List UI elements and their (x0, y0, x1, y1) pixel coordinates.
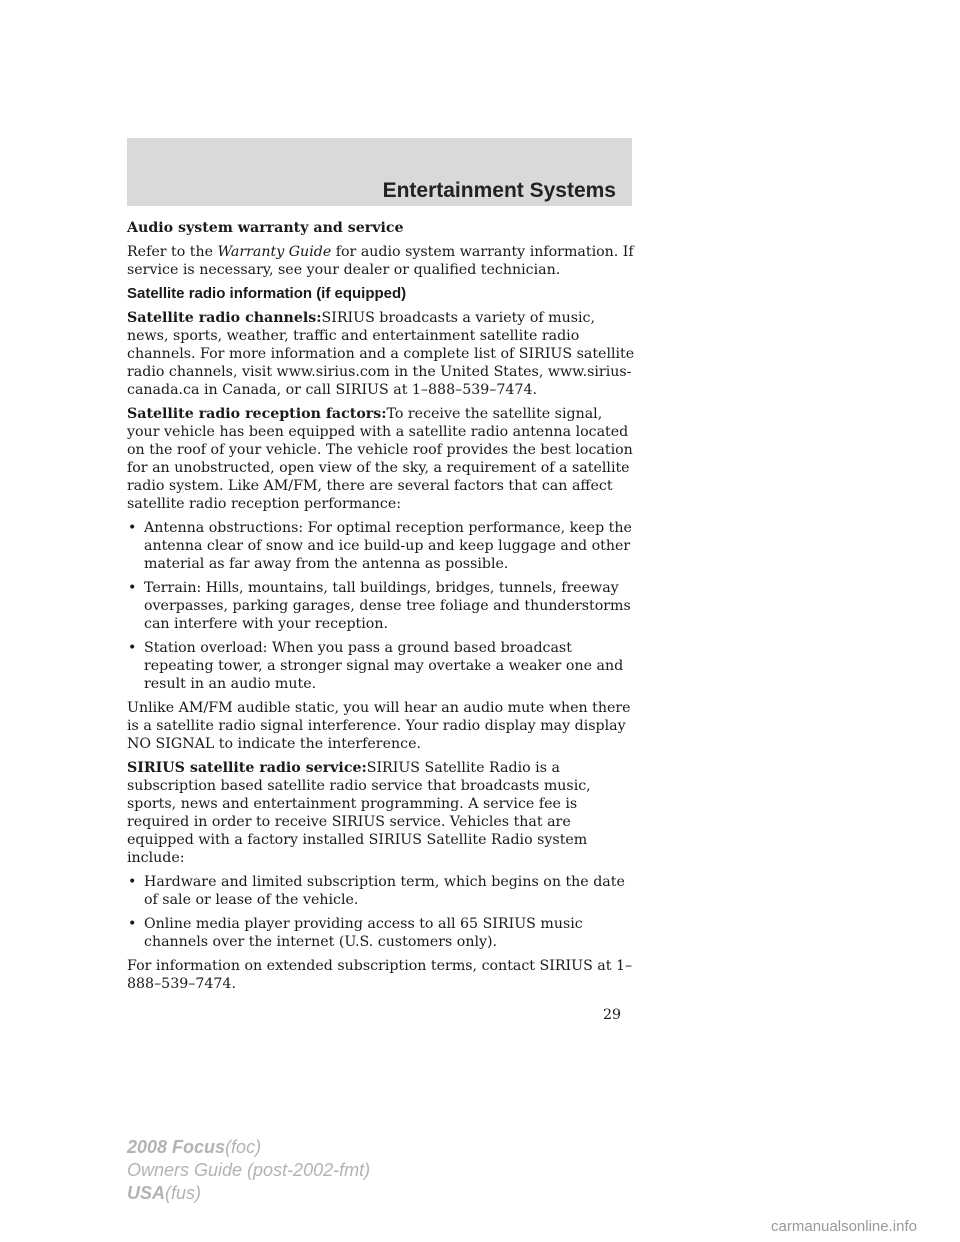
list-item (127, 519, 637, 573)
site-watermark: carmanualsonline.info (771, 1218, 917, 1235)
service-text: SIRIUS Satellite Radio is a subscription based satellite radio service that broadcasts music, sports, news and entertainment programming. A service fee is required in order to receive SIRIUS service. Vehicles that are equipped with a factory installed SIRIUS Satellite Radio system include: (127, 760, 591, 866)
bullet-icon: • (128, 916, 137, 932)
list-item (127, 579, 637, 633)
list-item-text: Station overload: When you pass a ground based broadcast repeating tower, a stronger signal may overtake a weaker one and result in an audio mute. (144, 640, 624, 692)
reception-factor-list (127, 519, 637, 693)
bullet-icon: • (128, 520, 137, 536)
reception-text: To receive the satellite signal, your vehicle has been equipped with a satellite radio antenna located on the roof of your vehicle. The vehicle roof provides the best location for an unobstructed, open view of the sky, a requirement of a satellite radio system. Like AM/FM, there are several factors that can affect satellite radio reception performance: (127, 406, 633, 512)
list-item-text: Antenna obstructions: For optimal reception performance, keep the antenna clear of snow and ice build-up and keep luggage and other material as far away from the antenna as possible. (144, 520, 632, 572)
static-paragraph: Unlike AM/FM audible static, you will hear an audio mute when there is a satellite radio signal interference. Your radio display may display NO SIGNAL to indicate the interference. (127, 700, 631, 752)
service-includes-list (127, 873, 637, 951)
reception-lead: Satellite radio reception factors: (127, 406, 387, 422)
warranty-paragraph (127, 243, 637, 279)
footer-line-model (127, 1136, 370, 1159)
list-item (127, 915, 637, 951)
footer-market-code: (fus) (165, 1183, 202, 1203)
list-item (127, 873, 637, 909)
list-item-text: Online media player providing access to all 65 SIRIUS music channels over the internet (U.S. customers only). (144, 916, 583, 950)
list-item (127, 639, 637, 693)
service-lead: SIRIUS satellite radio service: (127, 760, 367, 776)
extended-subscription-paragraph: For information on extended subscription terms, contact SIRIUS at 1–888–539–7474. (127, 958, 633, 992)
bullet-icon: • (128, 580, 137, 596)
page-number: 29 (603, 1007, 622, 1023)
footer-model-code: (foc) (225, 1137, 262, 1157)
warranty-guide-title: Warranty Guide (217, 244, 332, 260)
list-item-text: Terrain: Hills, mountains, tall buildings, bridges, tunnels, freeway overpasses, parking garages, dense tree foliage and thunderstorms can interfere with your reception. (144, 580, 631, 632)
channels-text: SIRIUS broadcasts a variety of music, news, sports, weather, traffic and entertainment satellite radio channels. For more information and a complete list of SIRIUS satellite radio channels, visit www.sirius.com in the United States, www.sirius-canada.ca in Canada, or call SIRIUS at 1–888–539–7474. (127, 310, 635, 398)
page-content (127, 219, 637, 999)
footer-line-guide: Owners Guide (post-2002-fmt) (127, 1160, 371, 1180)
list-item-text: Hardware and limited subscription term, which begins on the date of sale or lease of the vehicle. (144, 874, 625, 908)
channels-lead: Satellite radio channels: (127, 310, 322, 326)
footer-model: 2008 Focus (127, 1137, 226, 1157)
warranty-heading: Audio system warranty and service (127, 220, 404, 236)
section-title: Entertainment Systems (382, 179, 616, 202)
warranty-text-before: Refer to the (127, 244, 214, 260)
reception-paragraph (127, 405, 637, 513)
bullet-icon: • (128, 874, 137, 890)
warranty-text-after: for audio system warranty information. If service is necessary, see your dealer or qualified technician. (127, 244, 634, 278)
service-paragraph (127, 759, 637, 867)
document-footer (127, 1136, 370, 1205)
satellite-heading: Satellite radio information (if equipped) (127, 285, 407, 302)
channels-paragraph (127, 309, 637, 399)
section-header-band (127, 138, 632, 206)
footer-line-market (127, 1182, 370, 1205)
footer-market: USA (127, 1183, 166, 1203)
bullet-icon: • (128, 640, 137, 656)
